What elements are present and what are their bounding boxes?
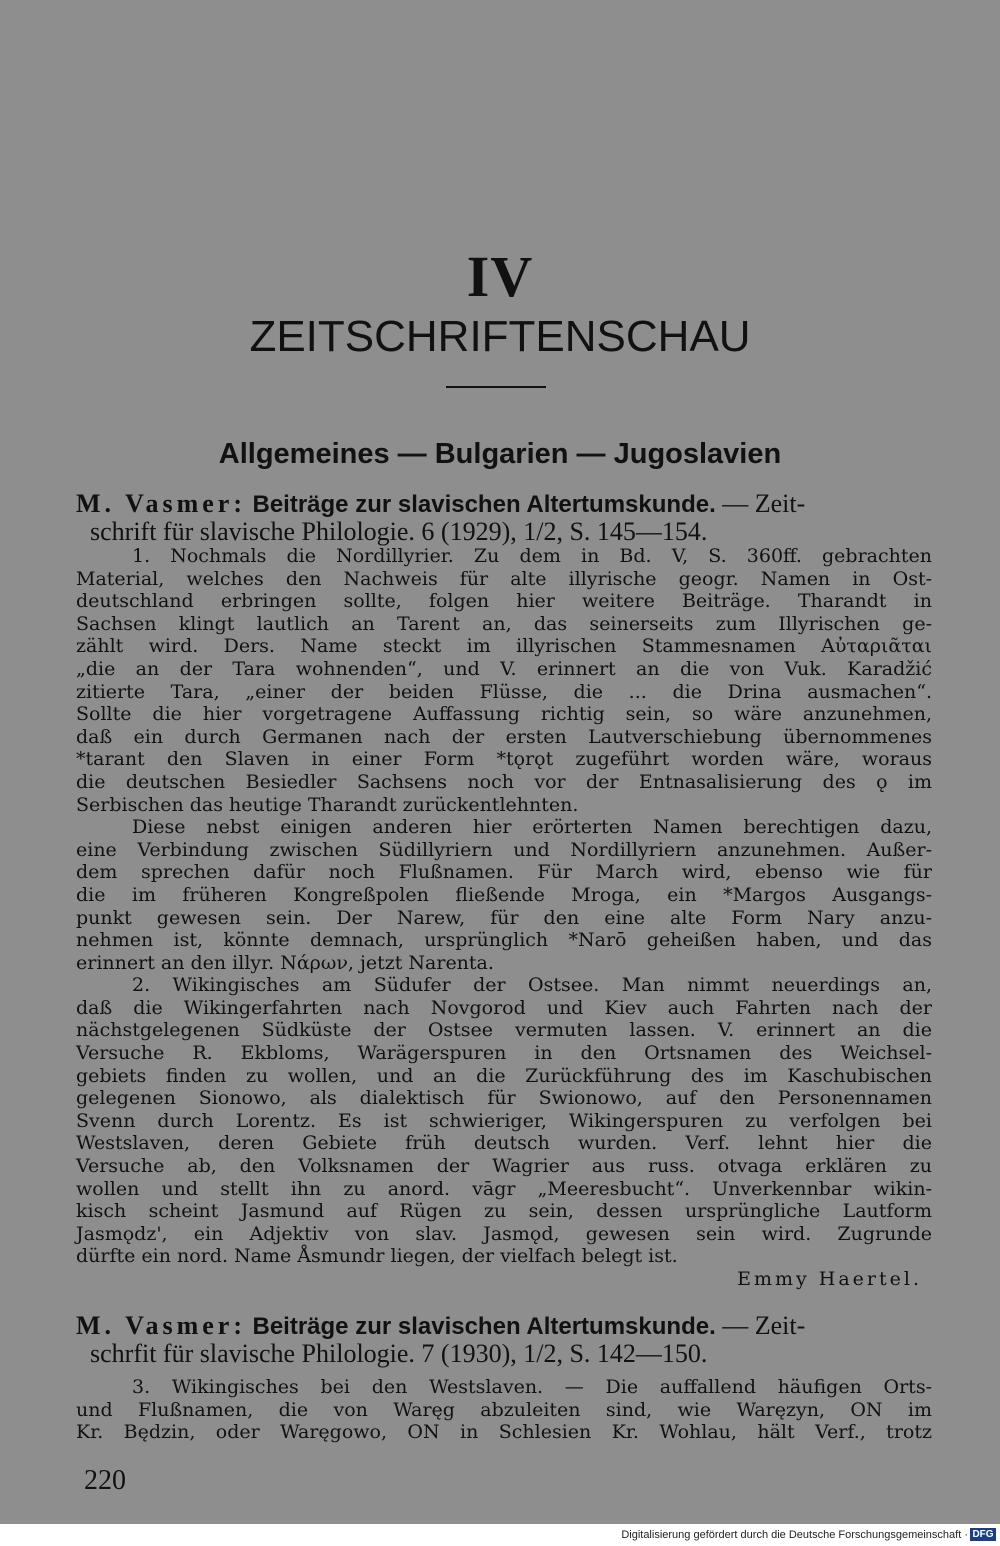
text-line: Kr. Będzin, oder Waręgowo, ON in Schlesien Kr. Wohlau, hält Verf., trotz xyxy=(76,1421,932,1444)
entry-1-heading xyxy=(76,490,931,545)
text-line: Svenn durch Lorentz. Es ist schwieriger, Wikingerspuren zu verfolgen bei xyxy=(76,1109,932,1132)
text-line: Jasmǫdz', ein Adjektiv von slav. Jasmǫd, gewesen sein wird. Zugrunde xyxy=(76,1222,932,1245)
text-line: gebiets finden zu wollen, und an die Zurückführung des im Kaschubischen xyxy=(76,1064,932,1087)
entry-1-body xyxy=(76,545,932,1291)
funding-note: Digitalisierung gefördert durch die Deutsche Forschungsgemeinschaft · xyxy=(621,1529,968,1541)
text-line: Versuche R. Ekbloms, Warägerspuren in den Ortsnamen des Weichsel- xyxy=(76,1042,932,1065)
text-line: kisch scheint Jasmund auf Rügen zu sein, dessen ursprüngliche Lautform xyxy=(76,1200,932,1223)
text-line: gelegenen Sionowo, als dialektisch für Swionowo, auf den Personennamen xyxy=(76,1087,932,1110)
entry-1-author: M. Vasmer: xyxy=(76,489,246,518)
signature-text: Emmy Haertel. xyxy=(737,1268,922,1290)
text-line: 1. Nochmals die Nordillyrier. Zu dem in Bd. V, S. 360ff. gebrachten xyxy=(132,545,932,567)
text-line: nächstgelegenen Südküste der Ostsee vermuten lassen. V. erinnert an die xyxy=(76,1019,932,1042)
text-line: eine Verbindung zwischen Südillyriern und Nordillyriern anzunehmen. Außer- xyxy=(76,838,932,861)
entry-1-signature xyxy=(76,1268,932,1291)
entry-2-source: schrfit für slavische Philologie. 7 (1930), 1/2, S. 142—150. xyxy=(90,1339,708,1368)
text-line: Sollte die hier vorgetragene Auffassung richtig sein, so wäre anzunehmen, xyxy=(76,703,932,726)
text-line: *tarant den Slaven in einer Form *tǫrǫt zugeführt worden wäre, woraus xyxy=(76,748,932,771)
text-line: „die an der Tara wohnenden“, und V. erinnert an die von Vuk. Karadžić xyxy=(76,657,932,680)
text-line: Material, welches den Nachweis für alte illyrische geogr. Namen in Ost- xyxy=(76,567,932,590)
text-line: und Flußnamen, die von Waręg abzuleiten sind, wie Waręzyn, ON im xyxy=(76,1398,932,1421)
page-number: 220 xyxy=(84,1465,126,1496)
text-line: die deutschen Besiedler Sachsens noch vor der Entnasalisierung des ǫ im xyxy=(76,770,932,793)
text-line: daß ein durch Germanen nach der ersten Lautverschiebung übernommenes xyxy=(76,725,932,748)
text-line: 3. Wikingisches bei den Westslaven. — Die auffallend häufigen Orts- xyxy=(132,1376,932,1398)
chapter-numeral: IV xyxy=(466,244,534,309)
entry-2-heading xyxy=(76,1312,931,1367)
title-divider xyxy=(446,386,546,388)
text-line: zählt wird. Ders. Name steckt im illyrischen Stammesnamen Αὐταριᾶται xyxy=(76,635,932,658)
text-line: 2. Wikingisches am Südufer der Ostsee. Man nimmt neuerdings an, xyxy=(132,974,932,997)
text-line: Diese nebst einigen anderen hier erörterten Namen berechtigen dazu, xyxy=(132,816,932,839)
entry-2-title: Beiträge zur slavischen Altertumskunde. xyxy=(252,1313,716,1340)
entry-2-author: M. Vasmer: xyxy=(76,1311,246,1340)
entry-2-body xyxy=(76,1376,932,1444)
dfg-logo: DFG xyxy=(970,1528,996,1541)
section-heading: Allgemeines — Bulgarien — Jugoslavien xyxy=(218,438,782,470)
text-line: Westslaven, deren Gebiete früh deutsch wurden. Verf. lehnt hier die xyxy=(76,1132,932,1155)
entry-1-title: Beiträge zur slavischen Altertumskunde. xyxy=(252,491,716,518)
entry-1-source-tail: — Zeit- xyxy=(722,489,806,518)
entry-1-source: schrift für slavische Philologie. 6 (1929), 1/2, S. 145—154. xyxy=(90,517,708,546)
chapter-title: ZEITSCHRIFTENSCHAU xyxy=(249,312,751,361)
text-line: wollen und stellt ihn zu anord. vāgr „Meeresbucht“. Unverkennbar wikin- xyxy=(76,1177,932,1200)
text-line: Serbischen das heutige Tharandt zurückentlehnten. xyxy=(76,793,579,816)
text-line: deutschland erbringen sollte, folgen hier weitere Beiträge. Tharandt in xyxy=(76,590,932,613)
text-line: erinnert an den illyr. Νάρων, jetzt Narenta. xyxy=(76,951,494,974)
text-line: zitierte Tara, „einer der beiden Flüsse, die ... die Drina ausmachen“. xyxy=(76,680,932,703)
text-line: Versuche ab, den Volksnamen der Wagrier aus russ. otvaga erklären zu xyxy=(76,1155,932,1178)
text-line: daß die Wikingerfahrten nach Novgorod und Kiev auch Fahrten nach der xyxy=(76,996,932,1019)
text-line: dem sprechen dafür noch Flußnamen. Für March wird, ebenso wie für xyxy=(76,861,932,884)
entry-2-source-tail: — Zeit- xyxy=(722,1311,806,1340)
text-line: die im früheren Kongreßpolen fließende Mroga, ein *Margos Ausgangs- xyxy=(76,883,932,906)
text-line: nehmen ist, könnte demnach, ursprünglich *Narō geheißen haben, und das xyxy=(76,929,932,952)
text-line: punkt gewesen sein. Der Narew, für den eine alte Form Nary anzu- xyxy=(76,906,932,929)
text-line: Sachsen klingt lautlich an Tarent an, das seinerseits zum Illyrischen ge- xyxy=(76,612,932,635)
text-line: dürfte ein nord. Name Åsmundr liegen, der vielfach belegt ist. xyxy=(76,1245,678,1268)
